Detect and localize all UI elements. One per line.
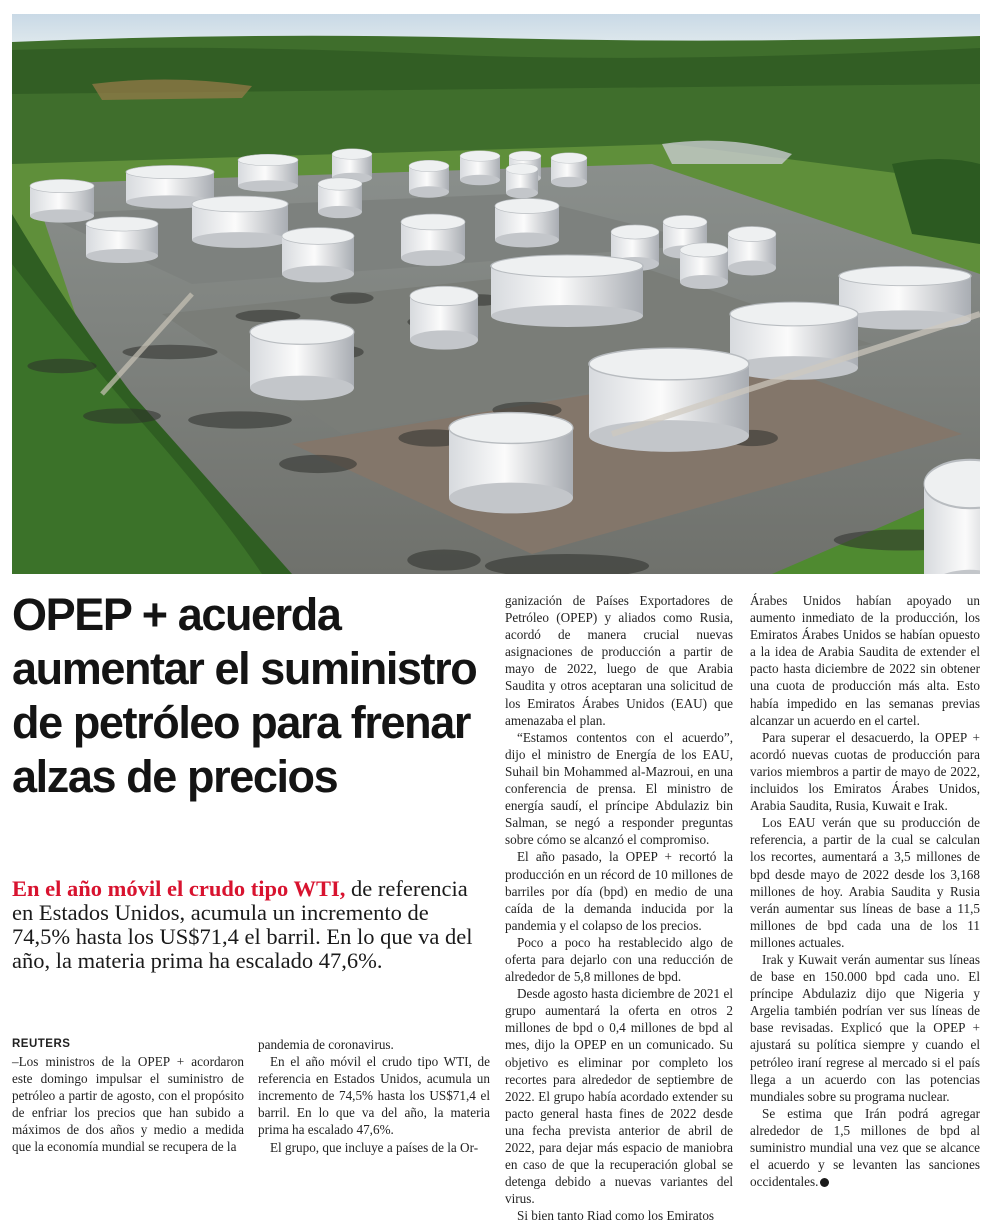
body-paragraph: Irak y Kuwait verán aumentar sus líneas de base en 150.000 bpd cada uno. El príncipe Abdulaziz dijo que Nigeria y Argelia también podrían ver sus líneas de base revisadas. Explicó que la OPEP + ajustará su política siempre y cuando el petróleo iraní regrese al mercado si el país llega a un acuerdo con las potencias mundiales sobre su programa nuclear. [750,951,980,1104]
body-paragraph: Árabes Unidos habían apoyado un aumento inmediato de la producción, los Emiratos Árabes Unidos se habían opuesto a la idea de Arabia Saudita de extender el pacto hasta diciembre de 2022 sin obtener una cuota de producción más alta. Esto había impedido en las semanas previas alcanzar un acuerdo en el cartel. [750,593,980,728]
byline: REUTERS [12,1038,71,1050]
final-paragraph-text: Se estima que Irán podrá agregar alrededor de 1,5 millones de bpd al suministro mundial una vez que se alcance el acuerdo y se levanten las sanciones occidentales. [750,1105,980,1190]
body-column-4 [750,592,980,1190]
body-paragraph: El grupo, que incluye a países de la Or- [270,1139,479,1155]
body-paragraph: El año pasado, la OPEP + recortó la producción en un récord de 10 millones de barriles por día (bpd) en medio de una caída de la demanda inducida por la pandemia y el colapso de los precios. [505,849,733,933]
body-paragraph: Desde agosto hasta diciembre de 2021 el grupo aumentará la oferta en otros 2 millones de bpd o 0,4 millones de bpd al mes, dijo la OPEP en un comunicado. Su objetivo es eliminar por completo los recortes para alrededor de septiembre de 2022. El grupo había acordado extender su pacto general hasta fines de 2022 desde una fecha prevista anterior de abril de 2022, para dejar más espacio de maniobra en caso de que la recuperación global se detenga debido a nuevas variantes del virus. [505,986,733,1207]
body-paragraph: Para superar el desacuerdo, la OPEP + acordó nuevas cuotas de producción para varios miembros a partir de mayo de 2022, incluidos los Emiratos Árabes Unidos, Arabia Saudita, Rusia, Kuwait e Irak. [750,729,980,814]
body-paragraph: Si bien tanto Riad como los Emiratos [517,1208,715,1224]
body-column-2 [258,1036,490,1156]
body-paragraph: Los EAU verán que su producción de referencia, a partir de la cual se calculan los recortes, aumentará a 3,5 millones de bpd desde mayo de 2022 desde los 3,168 millones de hoy. Arabia Saudita y Rusia verán aumentar sus líneas de base a 11,5 millones de bpd cada una de los 11 millones actuales. [750,815,980,950]
body-paragraph: Poco a poco ha restablecido algo de oferta para dejarlo con una reducción de alrededor de 5,8 millones de bpd. [505,934,733,985]
deck-highlight: En el año móvil el crudo tipo WTI, [12,876,346,901]
article-photo-oil-tanks [12,14,980,574]
body-paragraph: En el año móvil el crudo tipo WTI, de referencia en Estados Unidos, acumula un incremento de 74,5% hasta los US$71,4 el barril. En lo que va del año, la materia prima ha escalado 47,6%. [258,1054,490,1138]
body-paragraph [750,1105,980,1190]
end-of-article-icon [820,1178,829,1187]
body-paragraph: ganización de Países Exportadores de Petróleo (OPEP) y aliados como Rusia, acordó de manera crucial nuevas asignaciones de producción a partir de mayo de 2022, luego de que Arabia Saudita y otros aceptaran una solicitud de los Emiratos Árabes Unidos (EAU) que amenazaba el plan. [505,593,733,728]
article-headline: OPEP + acuerda aumentar el suministro de petróleo para frenar alzas de precios [12,589,477,802]
body-paragraph: “Estamos contentos con el acuerdo”, dijo el ministro de Energía de los EAU, Suhail bin Mohammed al-Mazroui, en una conferencia de prensa. El ministro de energía saudí, el príncipe Abdulaziz bin Salman, se negó a responder preguntas sobre cómo se alcanzó el compromiso. [505,729,733,848]
body-paragraph: –Los ministros de la OPEP + acordaron este domingo impulsar el suministro de petróleo a partir de agosto, con el propósito de enfriar los precios que han subido a máximos de dos años y medio a medida que la economía mundial se recupera de la [12,1054,244,1155]
body-paragraph: pandemia de coronavirus. [258,1037,394,1052]
body-column-1 [12,1036,244,1156]
deck-text: de referencia en Estados Unidos, acumula un incremento de 74,5% hasta los US$71,4 el barril. En lo que va del año, la materia prima ha escalado 47,6%. [12,876,473,973]
article-deck [12,877,482,973]
body-column-3 [505,592,733,1224]
